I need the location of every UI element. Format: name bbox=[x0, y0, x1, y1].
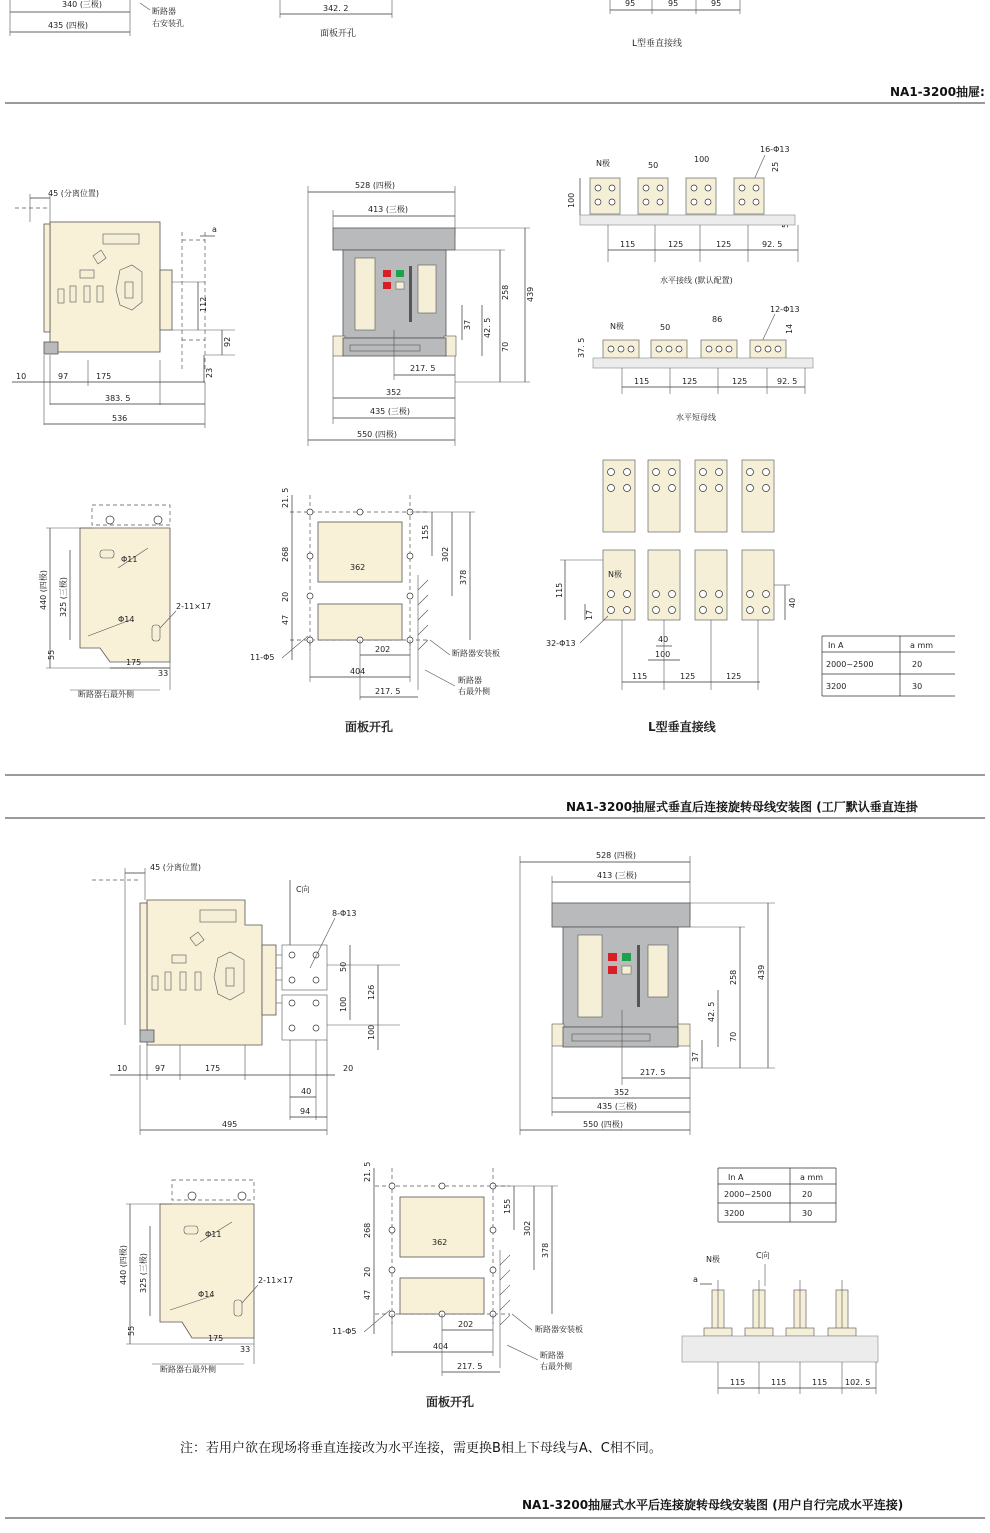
s2-panel-d20: 20 bbox=[281, 591, 290, 602]
s3-mount-d55: 55 bbox=[127, 1325, 136, 1336]
s3-panel-view bbox=[332, 1162, 583, 1409]
s2-panel-view bbox=[250, 488, 500, 734]
s3-side-holes-label: 8-Φ13 bbox=[332, 909, 357, 918]
s2-hbus-npole: N极 bbox=[596, 159, 610, 168]
dim-435-label: 435 (四极) bbox=[48, 21, 89, 30]
s2-front-d439: 439 bbox=[526, 286, 535, 302]
s2-mount-d33: 33 bbox=[158, 669, 169, 678]
s2-lbus-d125b: 125 bbox=[726, 672, 742, 681]
s2-mount-phi14: Φ14 bbox=[118, 615, 135, 624]
s3-mount-phi11: Φ11 bbox=[205, 1230, 222, 1239]
s3-panel-d202: 202 bbox=[458, 1320, 474, 1329]
s3-panel-d20: 20 bbox=[363, 1266, 372, 1277]
s2-hshort-npole: N极 bbox=[610, 322, 624, 331]
l-caption-top: L型垂直接线 bbox=[632, 39, 683, 49]
s2-hshort-d125a: 125 bbox=[682, 377, 698, 386]
s2-front-d258: 258 bbox=[501, 284, 510, 300]
s2-hbus-d25: 25 bbox=[771, 161, 780, 172]
s3-rbus-a: a bbox=[693, 1275, 698, 1284]
s3-front-d258: 258 bbox=[729, 969, 738, 985]
s3-panel-d302: 302 bbox=[523, 1220, 532, 1236]
s2-hshort-holes: 12-Φ13 bbox=[770, 305, 800, 314]
s2-panel-note2b: 右最外侧 bbox=[458, 687, 490, 696]
s2-side-d92: 92 bbox=[223, 336, 232, 347]
s2-front-d550: 550 (四极) bbox=[357, 430, 398, 439]
s3-rbus-d1025: 102. 5 bbox=[845, 1378, 871, 1387]
dim-95a: 95 bbox=[625, 0, 636, 8]
s2-hbus-d925: 92. 5 bbox=[762, 240, 783, 249]
s2-hshort-d115: 115 bbox=[634, 377, 650, 386]
s2-hshort-d86: 86 bbox=[712, 315, 723, 324]
s2-hshort-d50: 50 bbox=[660, 323, 671, 332]
s2-hbus-d50: 50 bbox=[648, 161, 659, 170]
s2-side-d536: 536 bbox=[112, 414, 128, 423]
s3-mount-d325: 325 (三极) bbox=[139, 1252, 148, 1293]
s2-table-r2c2: 30 bbox=[912, 682, 923, 691]
s2-panel-d2175: 217. 5 bbox=[375, 687, 401, 696]
right-hole-note-2: 右安装孔 bbox=[152, 19, 184, 28]
s2-front-d425: 42. 5 bbox=[483, 317, 492, 338]
s3-panel-caption: 面板开孔 bbox=[426, 1395, 475, 1409]
s2-lbus-holes: 32-Φ13 bbox=[546, 639, 576, 648]
s2-side-d45: 45 (分离位置) bbox=[48, 189, 99, 198]
s2-panel-d202: 202 bbox=[375, 645, 391, 654]
s3-front-d352: 352 bbox=[614, 1088, 630, 1097]
s3-side-d45: 45 (分离位置) bbox=[150, 863, 201, 872]
s2-table bbox=[822, 636, 955, 696]
s3-side-d100b: 100 bbox=[367, 1024, 376, 1040]
s2-hbus-d100v: 100 bbox=[567, 192, 576, 208]
s3-side-d40: 40 bbox=[301, 1087, 312, 1096]
s3-panel-d215: 21. 5 bbox=[363, 1161, 372, 1182]
s3-front-view bbox=[520, 850, 775, 1135]
s3-front-d435: 435 (三极) bbox=[597, 1102, 638, 1111]
dim-342-label: 342. 2 bbox=[323, 4, 349, 13]
s3-mount-view bbox=[118, 1180, 293, 1374]
s2-panel-holes-label: 11-Φ5 bbox=[250, 653, 275, 662]
s3-front-d70: 70 bbox=[729, 1031, 738, 1042]
s2-front-d37: 37 bbox=[463, 319, 472, 330]
s3-side-cdir: C向 bbox=[296, 885, 310, 894]
s3-front-d425: 42. 5 bbox=[707, 1001, 716, 1022]
s2-side-d97: 97 bbox=[58, 372, 69, 381]
s2-lbus-d40: 40 bbox=[658, 635, 669, 644]
s2-table-r1c2: 20 bbox=[912, 660, 923, 669]
s2-hbus-d100: 100 bbox=[694, 155, 710, 164]
s3-side-d50: 50 bbox=[339, 961, 348, 972]
s2-lbus-d125a: 125 bbox=[680, 672, 696, 681]
s2-lbus-caption: L型垂直接线 bbox=[648, 720, 716, 734]
s2-hbus bbox=[567, 145, 798, 285]
section2-header: NA1-3200抽屉式垂直后连接旋转母线安装图 (工厂默认垂直连掛 bbox=[566, 800, 918, 814]
s3-table-r2c2: 30 bbox=[802, 1209, 813, 1218]
s3-mount-d440: 440 (四极) bbox=[119, 1244, 128, 1285]
s2-panel-d47: 47 bbox=[281, 614, 290, 625]
s3-panel-note1: 断路器安装板 bbox=[535, 1325, 583, 1334]
panel-caption-top: 面板开孔 bbox=[320, 29, 357, 39]
s3-side-d97: 97 bbox=[155, 1064, 166, 1073]
s2-lbus-d17: 17 bbox=[585, 609, 594, 620]
s3-panel-d404: 404 bbox=[433, 1342, 449, 1351]
s2-table-h1: In A bbox=[828, 641, 844, 650]
s3-table-r2c1: 3200 bbox=[724, 1209, 745, 1218]
s3-mount-slot: 2-11×17 bbox=[258, 1276, 294, 1285]
s2-front-d413: 413 (三极) bbox=[368, 205, 409, 214]
s2-side-d3835: 383. 5 bbox=[105, 394, 131, 403]
s3-front-d550: 550 (四极) bbox=[583, 1120, 624, 1129]
s2-panel-note1: 断路器安装板 bbox=[452, 649, 500, 658]
s2-hshort-d125b: 125 bbox=[732, 377, 748, 386]
s2-hshort-d14: 14 bbox=[785, 323, 794, 334]
s2-panel-d378: 378 bbox=[459, 569, 468, 585]
s3-panel-d2175: 217. 5 bbox=[457, 1362, 483, 1371]
s2-hshort bbox=[577, 305, 813, 422]
s2-hshort-caption: 水平短母线 bbox=[676, 413, 716, 422]
s2-lbus-d40v: 40 bbox=[788, 597, 797, 608]
s3-rbus-d115b: 115 bbox=[771, 1378, 787, 1387]
s2-panel-caption: 面板开孔 bbox=[345, 720, 394, 734]
s2-front-d352: 352 bbox=[386, 388, 402, 397]
s2-hbus-d125a: 125 bbox=[668, 240, 684, 249]
s2-hbus-caption: 水平接线 (默认配置) bbox=[660, 276, 733, 285]
s2-hbus-d125b: 125 bbox=[716, 240, 732, 249]
s3-panel-note2b: 右最外侧 bbox=[540, 1362, 572, 1371]
s3-side-d126: 126 bbox=[367, 984, 376, 1000]
s3-side-d495: 495 bbox=[222, 1120, 238, 1129]
s2-lbus-d115: 115 bbox=[632, 672, 648, 681]
s2-mount-d175: 175 bbox=[126, 658, 142, 667]
s2-mount-d440: 440 (四极) bbox=[39, 569, 48, 610]
s3-rbus-cdir: C向 bbox=[756, 1251, 770, 1260]
s2-panel-note2a: 断路器 bbox=[458, 676, 482, 685]
s3-front-d413: 413 (三极) bbox=[597, 871, 638, 880]
s2-front-d528: 528 (四极) bbox=[355, 181, 396, 190]
s2-mount-phi11: Φ11 bbox=[121, 555, 138, 564]
s3-table-h2: a mm bbox=[800, 1173, 824, 1182]
s2-side-d112: 112 bbox=[199, 296, 208, 312]
s2-front-view bbox=[308, 180, 535, 446]
s2-side-view bbox=[12, 188, 235, 428]
s3-side-d20: 20 bbox=[343, 1064, 354, 1073]
s2-front-d2175: 217. 5 bbox=[410, 364, 436, 373]
s3-table-h1: In A bbox=[728, 1173, 744, 1182]
s3-table-r1c1: 2000~2500 bbox=[724, 1190, 772, 1199]
s2-lbus-d100: 100 bbox=[655, 650, 671, 659]
s3-note: 注：若用户欲在现场将垂直连接改为水平连接，需更换B相上下母线与A、C相不同。 bbox=[180, 1441, 662, 1456]
s2-side-d175: 175 bbox=[96, 372, 112, 381]
s2-panel-d362: 362 bbox=[350, 563, 366, 572]
s3-front-d2175: 217. 5 bbox=[640, 1068, 666, 1077]
s3-side-view bbox=[92, 862, 400, 1135]
s3-panel-d268: 268 bbox=[363, 1222, 372, 1238]
s2-hbus-holes: 16-Φ13 bbox=[760, 145, 790, 154]
s3-mount-note: 断路器右最外侧 bbox=[160, 1365, 216, 1374]
s2-table-h2: a mm bbox=[910, 641, 934, 650]
s3-side-d100a: 100 bbox=[339, 996, 348, 1012]
s2-lbus bbox=[546, 460, 797, 734]
s2-front-d70: 70 bbox=[501, 341, 510, 352]
s2-lbus-d115v: 115 bbox=[555, 582, 564, 598]
s2-mount-view bbox=[38, 505, 211, 699]
s2-panel-d404: 404 bbox=[350, 667, 366, 676]
section3-header: NA1-3200抽屉式水平后连接旋转母线安装图 (用户自行完成水平连接) bbox=[522, 1498, 904, 1512]
s3-panel-d155: 155 bbox=[503, 1198, 512, 1214]
s2-mount-d55: 55 bbox=[47, 649, 56, 660]
s3-side-holes bbox=[289, 952, 319, 1031]
s2-side-d23: 23 bbox=[205, 367, 214, 378]
s3-side-d175: 175 bbox=[205, 1064, 221, 1073]
s3-side-d10: 10 bbox=[117, 1064, 128, 1073]
s3-mount-phi14: Φ14 bbox=[198, 1290, 215, 1299]
s3-table-r1c2: 20 bbox=[802, 1190, 813, 1199]
s2-table-r2c1: 3200 bbox=[826, 682, 847, 691]
s2-hshort-d925: 92. 5 bbox=[777, 377, 798, 386]
s3-front-d37: 37 bbox=[691, 1051, 700, 1062]
s2-mount-slot: 2-11×17 bbox=[176, 602, 212, 611]
s2-side-a: a bbox=[212, 225, 217, 234]
s2-table-r1c1: 2000~2500 bbox=[826, 660, 874, 669]
s3-rotating-busbar bbox=[682, 1250, 878, 1394]
s3-table bbox=[718, 1168, 836, 1222]
s2-front-d435: 435 (三极) bbox=[370, 407, 411, 416]
s2-side-d10: 10 bbox=[16, 372, 27, 381]
s3-side-d94: 94 bbox=[300, 1107, 311, 1116]
s2-hbus-d115: 115 bbox=[620, 240, 636, 249]
s3-panel-d47: 47 bbox=[363, 1289, 372, 1300]
right-hole-note-1: 断路器 bbox=[152, 7, 176, 16]
section1-header: NA1-3200抽屉: bbox=[890, 85, 985, 99]
s3-panel-note2a: 断路器 bbox=[540, 1351, 564, 1360]
section1-fragment bbox=[10, 0, 740, 49]
s2-panel-d268: 268 bbox=[281, 546, 290, 562]
s3-rbus-d115a: 115 bbox=[730, 1378, 746, 1387]
s2-mount-d325: 325 (三极) bbox=[59, 576, 68, 617]
s2-hshort-d375: 37. 5 bbox=[577, 337, 586, 358]
dim-95b: 95 bbox=[668, 0, 679, 8]
s2-panel-d215: 21. 5 bbox=[281, 487, 290, 508]
s3-rbus-d115c: 115 bbox=[812, 1378, 828, 1387]
s2-panel-d302: 302 bbox=[441, 546, 450, 562]
s3-front-d528: 528 (四极) bbox=[596, 851, 637, 860]
dim-340-label: 340 (三极) bbox=[62, 0, 103, 9]
s2-lbus-npole: N极 bbox=[608, 570, 622, 579]
s3-panel-d378: 378 bbox=[541, 1242, 550, 1258]
s3-panel-holes-label: 11-Φ5 bbox=[332, 1327, 357, 1336]
s2-panel-d155: 155 bbox=[421, 524, 430, 540]
dim-95c: 95 bbox=[711, 0, 722, 8]
s3-front-d439: 439 bbox=[757, 964, 766, 980]
s3-mount-d33: 33 bbox=[240, 1345, 251, 1354]
s3-mount-d175: 175 bbox=[208, 1334, 224, 1343]
s3-panel-d362: 362 bbox=[432, 1238, 448, 1247]
s3-rbus-npole: N极 bbox=[706, 1255, 720, 1264]
s2-mount-note: 断路器右最外侧 bbox=[78, 690, 134, 699]
